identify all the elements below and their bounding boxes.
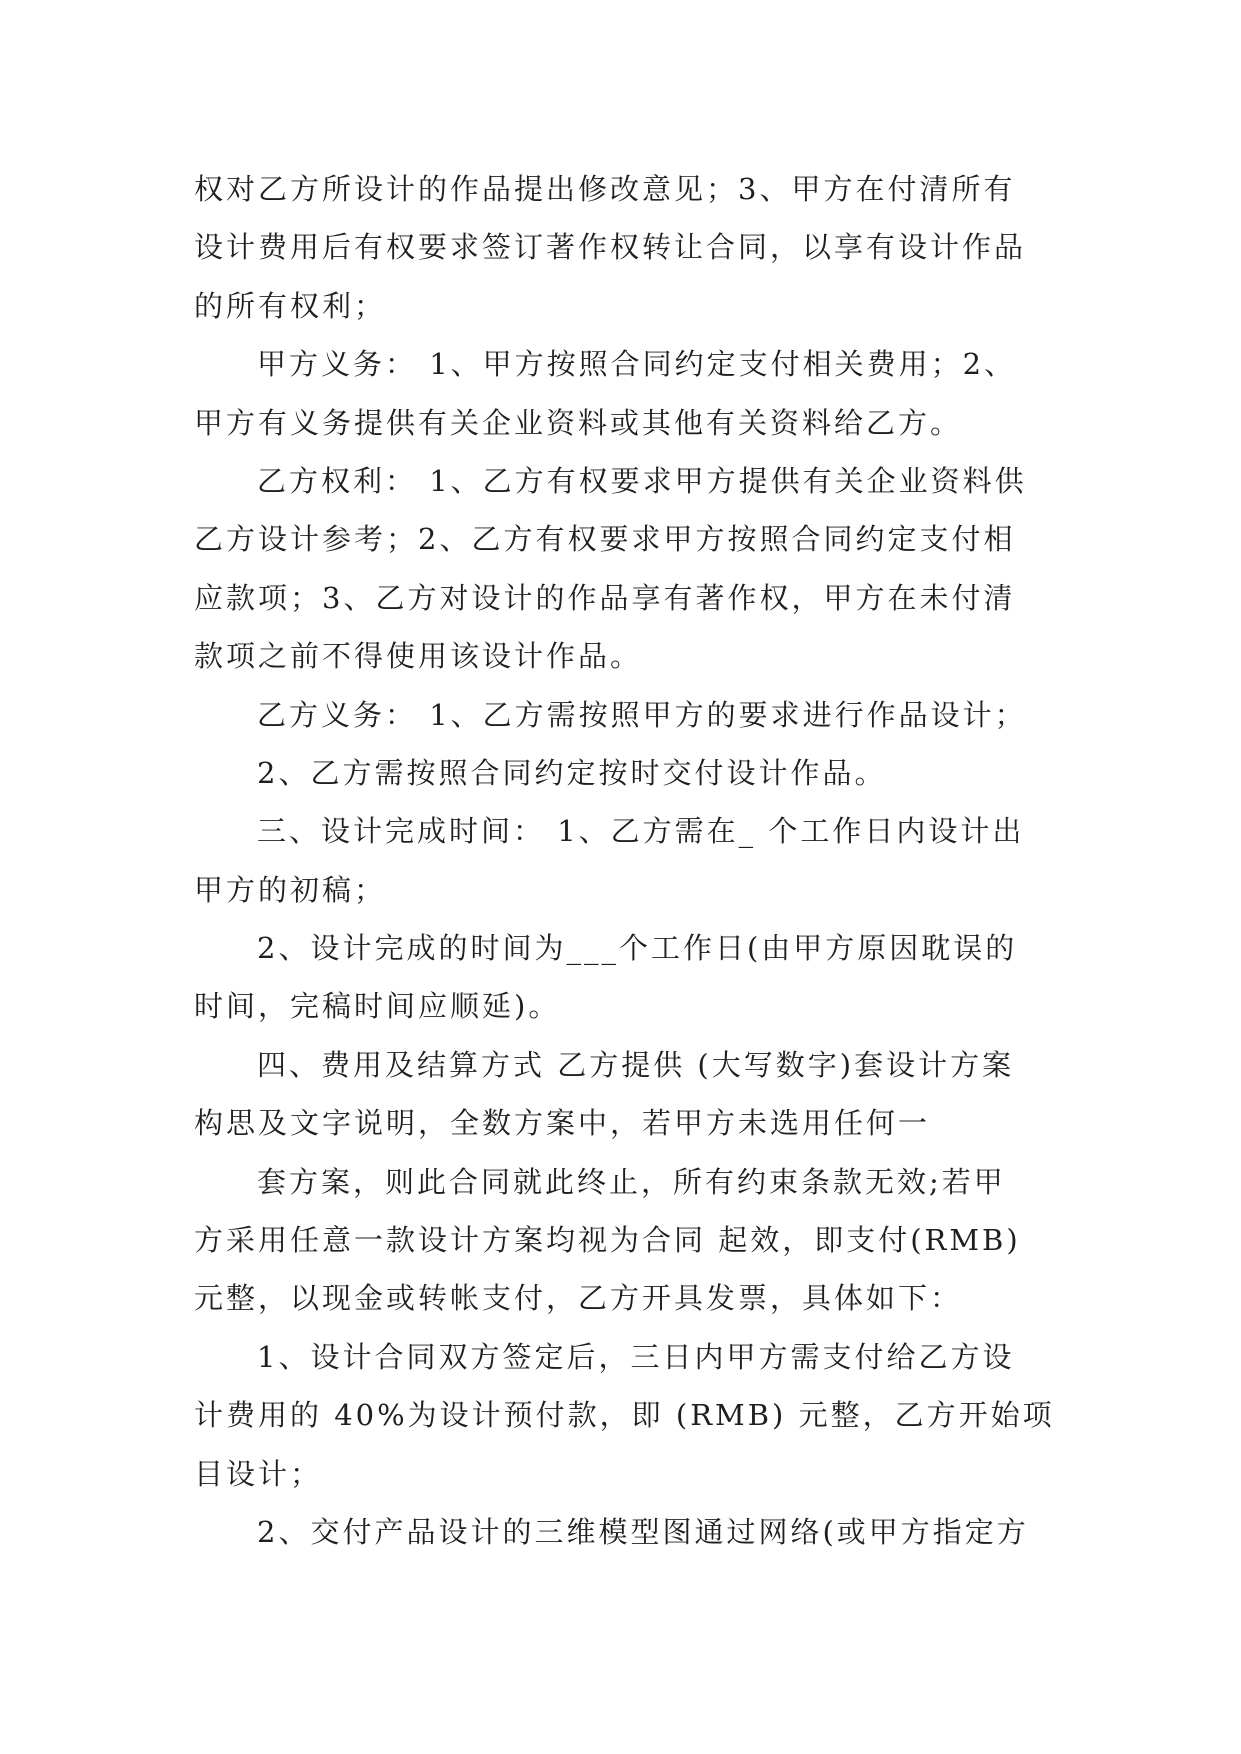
text-line: 四、费用及结算方式 乙方提供 (大写数字)套设计方案 [257, 1047, 1015, 1082]
text-line: 应款项；3、乙方对设计的作品享有著作权，甲方在未付清 [194, 580, 1016, 615]
text-line: 方采用任意一款设计方案均视为合同 起效，即支付(RMB) [194, 1223, 1021, 1258]
text-line: 甲方有义务提供有关企业资料或其他有关资料给乙方。 [194, 405, 963, 440]
text-line: 设计费用后有权要求签订著作权转让合同，以享有设计作品 [194, 230, 1027, 265]
text-line: 2、设计完成的时间为___个工作日(由甲方原因耽误的 [257, 931, 1018, 966]
text-line: 乙方设计参考；2、乙方有权要求甲方按照合同约定支付相 [194, 522, 1016, 557]
text-line: 套方案，则此合同就此终止，所有约束条款无效;若甲 [257, 1164, 1006, 1199]
text-line: 2、交付产品设计的三维模型图通过网络(或甲方指定方 [257, 1514, 1029, 1549]
text-line: 计费用的 40%为设计预付款，即 (RMB) 元整，乙方开始项 [194, 1398, 1055, 1433]
text-line: 的所有权利； [194, 288, 387, 323]
text-line: 三、设计完成时间： 1、乙方需在_ 个工作日内设计出 [257, 814, 1025, 849]
text-line: 1、设计合同双方签定后，三日内甲方需支付给乙方设 [257, 1339, 1015, 1374]
text-line: 构思及文字说明，全数方案中，若甲方未选用任何一 [194, 1106, 931, 1141]
text-line: 甲方义务： 1、甲方按照合同约定支付相关费用；2、 [257, 347, 1017, 382]
document-body [194, 160, 1054, 1561]
text-line: 款项之前不得使用该设计作品。 [194, 639, 643, 674]
text-line: 元整，以现金或转帐支付，乙方开具发票，具体如下： [194, 1281, 963, 1316]
text-line: 权对乙方所设计的作品提出修改意见；3、甲方在付清所有 [194, 172, 1016, 206]
text-line: 甲方的初稿； [194, 872, 387, 907]
text-line: 乙方义务： 1、乙方需按照甲方的要求进行作品设计； [257, 697, 1027, 732]
text-line: 2、乙方需按照合同约定按时交付设计作品。 [257, 755, 887, 790]
text-line: 乙方权利： 1、乙方有权要求甲方提供有关企业资料供 [257, 463, 1027, 498]
text-line: 时间，完稿时间应顺延)。 [194, 989, 561, 1024]
text-line: 目设计； [194, 1456, 323, 1491]
